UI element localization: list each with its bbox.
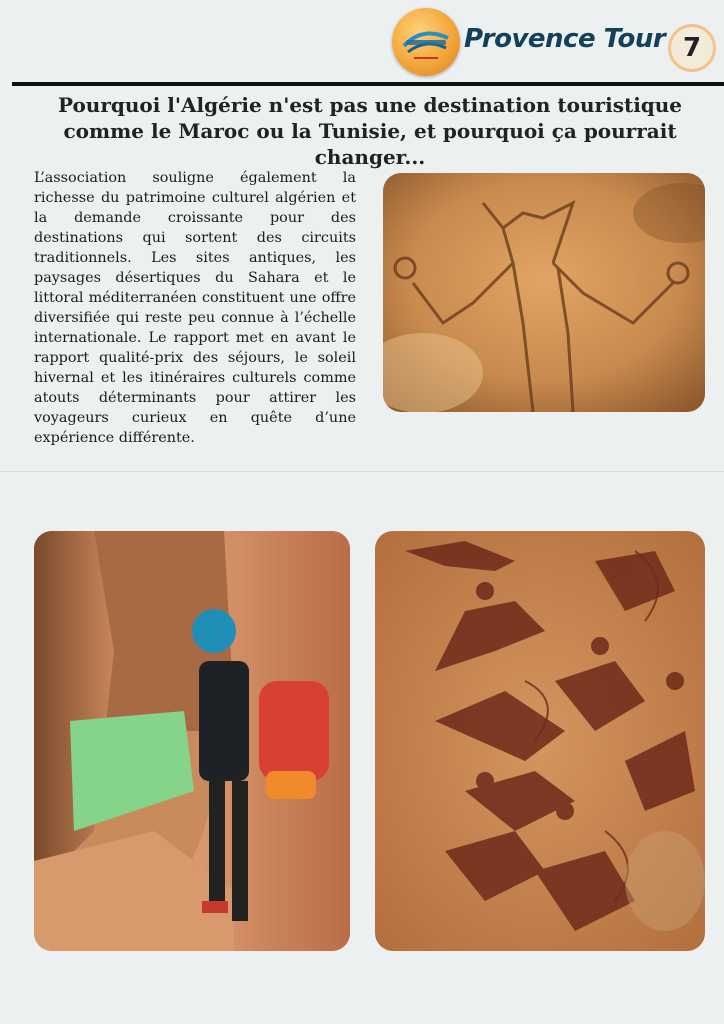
provence-tour-logo-icon [392, 8, 460, 76]
brand-name: Provence Tour [464, 24, 666, 54]
page-number-badge: 7 [668, 24, 716, 72]
header-rule [12, 82, 724, 86]
article-title: Pourquoi l'Algérie n'est pas une destination touristique comme le Maroc ou la Tunisie, et pourquoi ça pourrait changer... [57, 93, 683, 169]
article-paragraph: L’association souligne également la richesse du patrimoine culturel algérien et la demande croissante pour des destinations qui sortent des circuits traditionnels. Les sites antiques, les paysages désertiques du Sahara et le littoral méditerranéen constituent une offre diversifiée qui reste peu connue à l’échelle internationale. Le rapport met en avant le rapport qualité-prix des séjours, le soleil hivernal et les itinéraires culturels comme atouts déterminants pour attirer les voyageurs curieux en quête d’une expérience différente. [34, 170, 356, 446]
page-header [0, 0, 724, 86]
rock-art-archers-image [375, 531, 705, 951]
rock-art-figure-image [383, 173, 705, 412]
canyoning-hiker-image [34, 531, 350, 951]
section-divider [0, 471, 724, 472]
